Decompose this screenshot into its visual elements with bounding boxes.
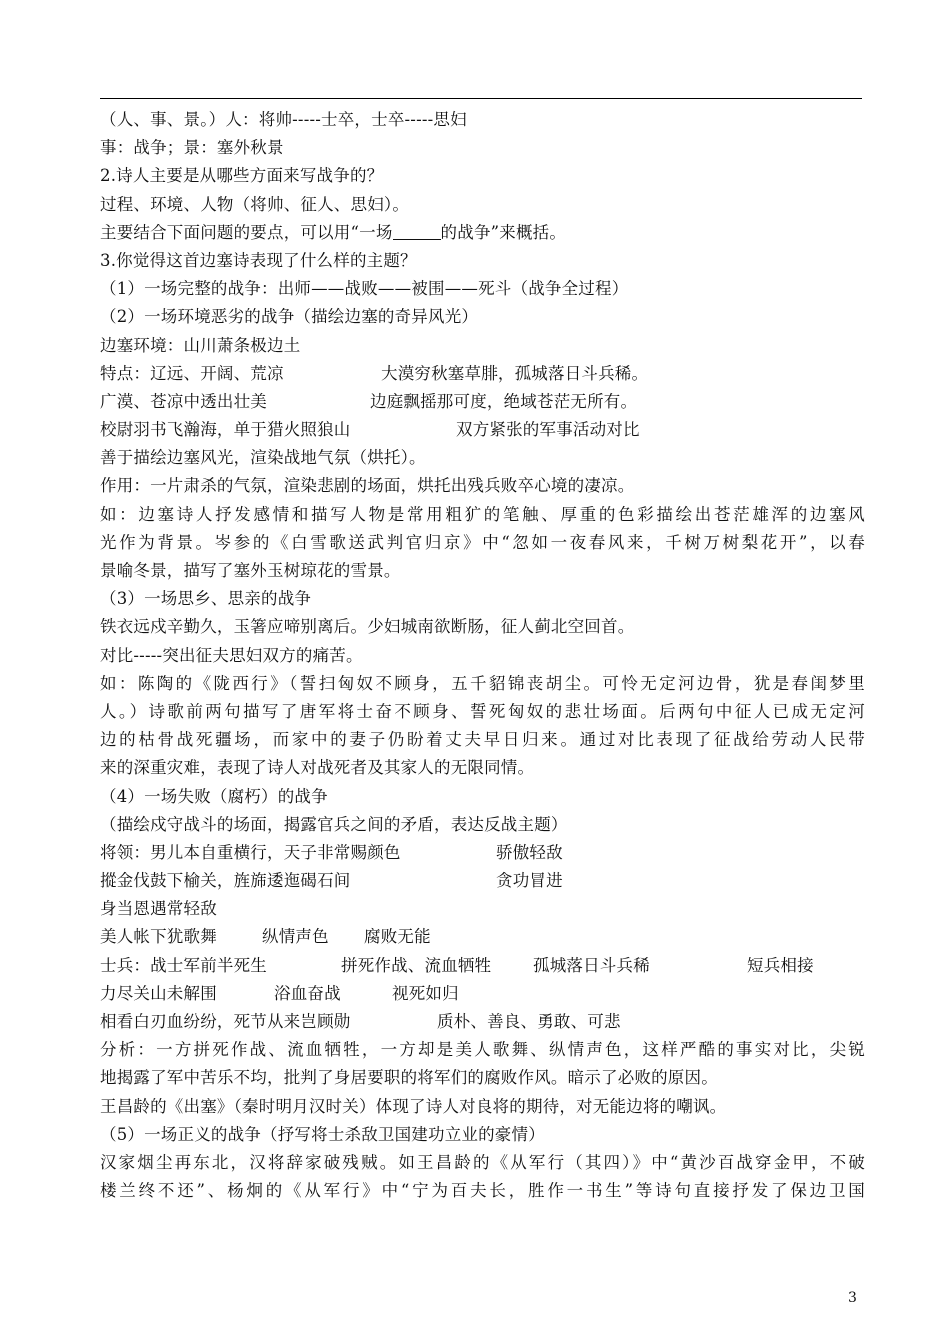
right-column: 贪功冒进 (496, 871, 563, 891)
four-column-line (100, 952, 865, 980)
text-line: 边塞环境：山川萧条极边土 (100, 335, 301, 355)
theme-1-heading: （1）一场完整的战争：出师——战败——被围——死斗（战争全过程） (100, 279, 629, 299)
column: 腐败无能 (364, 927, 431, 947)
left-column: 校尉羽书飞瀚海，单于猎火照狼山 (100, 420, 351, 440)
column: 力尽关山未解围 (100, 983, 217, 1003)
two-column-line (100, 867, 865, 895)
blank-underline (393, 223, 441, 240)
theme-5-heading: （5）一场正义的战争（抒写将士杀敌卫国建功立业的豪情） (100, 1124, 545, 1144)
column: 视死如归 (392, 983, 459, 1003)
column: 孤城落日斗兵稀 (533, 955, 650, 975)
paragraph-line: 汉家烟尘再东北，汉将辞家破残贼。如王昌龄的《从军行（其四）》中“黄沙百战穿金甲，不破 (100, 1152, 865, 1172)
two-column-line (100, 1008, 865, 1036)
left-column: 广漠、苍凉中透出壮美 (100, 391, 267, 411)
right-column: 骄傲轻敌 (496, 842, 563, 862)
header-rule (100, 98, 862, 99)
text-line: 过程、环境、人物（将帅、征人、思妇）。 (100, 194, 410, 214)
fill-blank-line (100, 219, 865, 247)
three-column-line (100, 923, 865, 951)
paragraph-line: 来的深重灾难，表现了诗人对战死者及其家人的无限同情。 (100, 758, 535, 778)
text-line: 身当恩遇常轻敌 (100, 899, 217, 919)
column: 士兵：战士军前半死生 (100, 955, 267, 975)
two-column-line (100, 416, 865, 444)
question-2: 2.诗人主要是从哪些方面来写战争的？ (100, 166, 384, 186)
theme-4-heading: （4）一场失败（腐朽）的战争 (100, 786, 328, 806)
right-column: 双方紧张的军事活动对比 (456, 420, 640, 440)
paragraph-line: 景喻冬景，描写了塞外玉树琼花的雪景。 (100, 561, 401, 580)
text-segment: 主要结合下面问题的要点，可以用“一场 (100, 222, 393, 242)
column: 美人帐下犹歌舞 (100, 927, 217, 947)
two-column-line (100, 360, 865, 388)
paragraph-line: 如：边塞诗人抒发感情和描写人物是常用粗犷的笔触、厚重的色彩描绘出苍茫雄浑的边塞风 (100, 504, 865, 524)
theme-2-heading: （2）一场环境恶劣的战争（描绘边塞的奇异风光） (100, 307, 479, 327)
left-column: 摐金伐鼓下榆关，旌旆逶迤碣石间 (100, 871, 351, 891)
column: 纵情声色 (262, 927, 329, 947)
paragraph-line: 人。）诗歌前两句描写了唐军将士奋不顾身、誓死匈奴的悲壮场面。后两句中征人已成无定河 (100, 701, 865, 721)
paragraph-line: 光作为背景。岑参的《白雪歌送武判官归京》中“忽如一夜春风来，千树万树梨花开”，以春 (100, 532, 865, 552)
three-column-line (100, 980, 865, 1008)
right-column: 大漠穷秋塞草腓，孤城落日斗兵稀。 (381, 363, 649, 383)
column: 短兵相接 (747, 955, 814, 975)
paragraph-line: 如：陈陶的《陇西行》（誓扫匈奴不顾身，五千貂锦丧胡尘。可怜无定河边骨，犹是春闺梦里 (100, 673, 865, 693)
two-column-line (100, 839, 865, 867)
right-column: 边庭飘摇那可度，绝域苍茫无所有。 (370, 391, 638, 411)
text-line: 对比-----突出征夫思妇双方的痛苦。 (100, 645, 363, 665)
question-3: 3.你觉得这首边塞诗表现了什么样的主题？ (100, 250, 417, 270)
text-segment: 的战争”来概括。 (440, 222, 567, 242)
paragraph-line: 地揭露了军中苦乐不均，批判了身居要职的将军们的腐败作风。暗示了必败的原因。 (100, 1068, 718, 1088)
text-line: 事：战争；景：塞外秋景 (100, 138, 284, 158)
paragraph-line: 分析：一方拼死作战、流血牺牲，一方却是美人歌舞、纵情声色，这样严酷的事实对比，尖锐 (100, 1040, 865, 1060)
column: 浴血奋战 (274, 983, 341, 1003)
right-column: 质朴、善良、勇敢、可悲 (437, 1012, 621, 1031)
text-line: 作用：一片肃杀的气氛，渲染悲剧的场面，烘托出残兵败卒心境的凄凉。 (100, 476, 635, 496)
paragraph-line: 边的枯骨战死疆场，而家中的妻子仍盼着丈夫早日归来。通过对比表现了征战给劳动人民带 (100, 730, 865, 750)
left-column: 相看白刃血纷纷，死节从来岂顾勋 (100, 1012, 351, 1031)
theme-3-heading: （3）一场思乡、思亲的战争 (100, 589, 312, 609)
text-line: 王昌龄的《出塞》（秦时明月汉时关）体现了诗人对良将的期待，对无能边将的嘲讽。 (100, 1096, 727, 1116)
document-body (100, 106, 865, 1205)
two-column-line (100, 388, 865, 416)
left-column: 将领：男儿本自重横行，天子非常赐颜色 (100, 842, 401, 862)
text-line: 善于描绘边塞风光，渲染战地气氛（烘托）。 (100, 448, 426, 468)
column: 拼死作战、流血牺牲 (341, 955, 492, 975)
left-column: 特点：辽远、开阔、荒凉 (100, 363, 284, 383)
poem-line: 铁衣远戍辛勤久，玉箸应啼别离后。少妇城南欲断肠，征人蓟北空回首。 (100, 617, 635, 637)
text-line: （描绘戍守战斗的场面，揭露官兵之间的矛盾，表达反战主题） (100, 814, 568, 834)
page-number: 3 (848, 1290, 857, 1306)
paragraph-line: 楼兰终不还”、杨炯的《从军行》中“宁为百夫长，胜作一书生”等诗句直接抒发了保边卫国 (100, 1181, 865, 1201)
text-line: （人、事、景。）人：将帅-----士卒，士卒-----思妇 (100, 110, 467, 129)
